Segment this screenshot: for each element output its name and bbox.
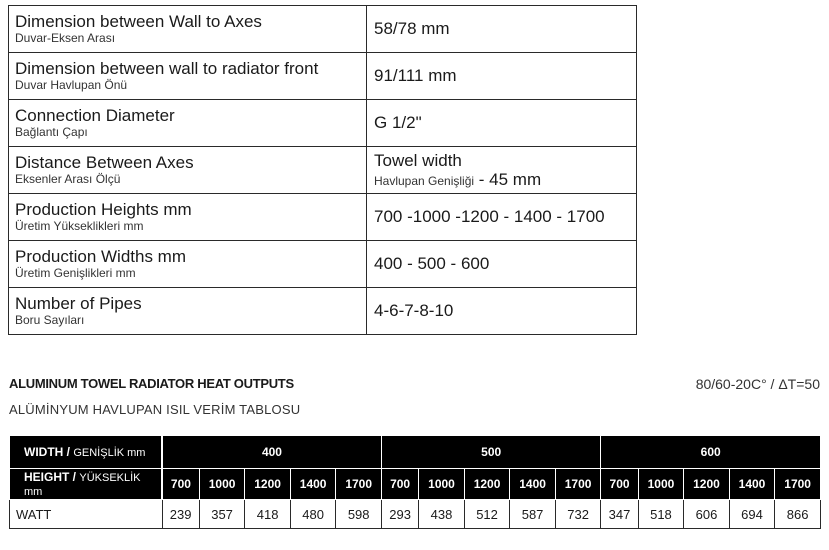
spec-label: Dimension between Wall to Axes	[15, 12, 262, 31]
watt-label: WATT	[10, 500, 163, 529]
spec-label-cell	[9, 6, 367, 53]
spec-row	[9, 288, 637, 335]
width-cell: 500	[381, 436, 600, 469]
width-row	[10, 436, 821, 469]
spec-value-tail: - 45 mm	[474, 169, 542, 189]
heat-output-subtitle: ALÜMİNYUM HAVLUPAN ISIL VERİM TABLOSU	[9, 402, 301, 417]
height-cell: 1400	[510, 469, 556, 500]
spec-value-cell	[367, 147, 637, 194]
width-header	[10, 436, 163, 469]
spec-label-tr: Bağlantı Çapı	[15, 125, 88, 139]
spec-label-cell	[9, 100, 367, 147]
watt-cell: 694	[729, 500, 775, 529]
spec-row	[9, 194, 637, 241]
spec-label-tr: Duvar-Eksen Arası	[15, 31, 116, 45]
spec-label-tr: Üretim Genişlikleri mm	[15, 266, 136, 280]
spec-value-cell	[367, 100, 637, 147]
spec-label-cell	[9, 194, 367, 241]
spec-value-cell	[367, 288, 637, 335]
watt-cell: 598	[336, 500, 382, 529]
height-row	[10, 469, 821, 500]
spec-value-cell	[367, 194, 637, 241]
heat-output-title: ALUMINUM TOWEL RADIATOR HEAT OUTPUTS	[9, 376, 294, 391]
watt-cell: 518	[638, 500, 684, 529]
spec-row	[9, 100, 637, 147]
spec-value-cell	[367, 6, 637, 53]
watt-cell: 606	[684, 500, 730, 529]
spec-row	[9, 241, 637, 288]
spec-label-cell	[9, 53, 367, 100]
watt-cell: 347	[601, 500, 638, 529]
spec-row	[9, 6, 637, 53]
spec-value: 700 -1000 -1200 - 1400 - 1700	[374, 207, 605, 226]
watt-row	[10, 500, 821, 529]
spec-label-tr: Duvar Havlupan Önü	[15, 78, 128, 92]
height-cell: 1400	[290, 469, 336, 500]
spec-label: Connection Diameter	[15, 106, 175, 125]
spec-value-cell	[367, 53, 637, 100]
width-cell: 400	[162, 436, 381, 469]
spec-row	[9, 147, 637, 194]
height-cell: 1700	[336, 469, 382, 500]
spec-label-cell	[9, 241, 367, 288]
watt-cell: 438	[419, 500, 465, 529]
spec-label: Production Widths mm	[15, 247, 186, 266]
width-label-tr: GENİŞLİK mm	[73, 447, 146, 459]
spec-label: Distance Between Axes	[15, 153, 194, 172]
spec-value: 400 - 500 - 600	[374, 254, 490, 273]
height-label-tr: YÜKSEKLİK mm	[24, 472, 141, 498]
spec-value: G 1/2"	[374, 113, 422, 132]
spec-label-tr: Üretim Yükseklikleri mm	[15, 219, 144, 233]
test-conditions: 80/60-20C° / ΔT=50	[695, 376, 820, 392]
height-label: HEIGHT /	[24, 470, 77, 484]
height-cell: 700	[381, 469, 418, 500]
spec-label-cell	[9, 288, 367, 335]
watt-cell: 480	[290, 500, 336, 529]
height-header	[10, 469, 163, 500]
watt-cell: 587	[510, 500, 556, 529]
watt-cell: 512	[464, 500, 510, 529]
height-cell: 1400	[729, 469, 775, 500]
watt-cell: 418	[245, 500, 291, 529]
spec-label-tr: Boru Sayıları	[15, 313, 85, 327]
height-cell: 1000	[199, 469, 245, 500]
height-cell: 1200	[464, 469, 510, 500]
spec-value: 4-6-7-8-10	[374, 301, 454, 320]
spec-label: Number of Pipes	[15, 294, 142, 313]
watt-cell: 293	[381, 500, 418, 529]
width-label: WIDTH /	[24, 445, 70, 459]
spec-table	[8, 5, 637, 335]
height-cell: 1700	[555, 469, 601, 500]
spec-value: Towel width	[374, 150, 462, 170]
height-cell: 1200	[684, 469, 730, 500]
spec-label: Production Heights mm	[15, 200, 192, 219]
height-cell: 700	[601, 469, 638, 500]
spec-label-cell	[9, 147, 367, 194]
height-cell: 1000	[419, 469, 465, 500]
width-cell: 600	[601, 436, 821, 469]
heat-output-table	[9, 435, 821, 529]
height-cell: 1200	[245, 469, 291, 500]
height-cell: 1000	[638, 469, 684, 500]
spec-row	[9, 53, 637, 100]
watt-cell: 732	[555, 500, 601, 529]
spec-value-tr: Havlupan Genişliği	[374, 173, 475, 188]
height-cell: 700	[162, 469, 199, 500]
height-cell: 1700	[775, 469, 821, 500]
spec-label-tr: Eksenler Arası Ölçü	[15, 172, 121, 186]
watt-cell: 239	[162, 500, 199, 529]
spec-value: 91/111 mm	[374, 66, 457, 85]
watt-cell: 357	[199, 500, 245, 529]
spec-value-cell	[367, 241, 637, 288]
watt-cell: 866	[775, 500, 821, 529]
spec-label: Dimension between wall to radiator front	[15, 59, 319, 78]
spec-value: 58/78 mm	[374, 19, 450, 38]
